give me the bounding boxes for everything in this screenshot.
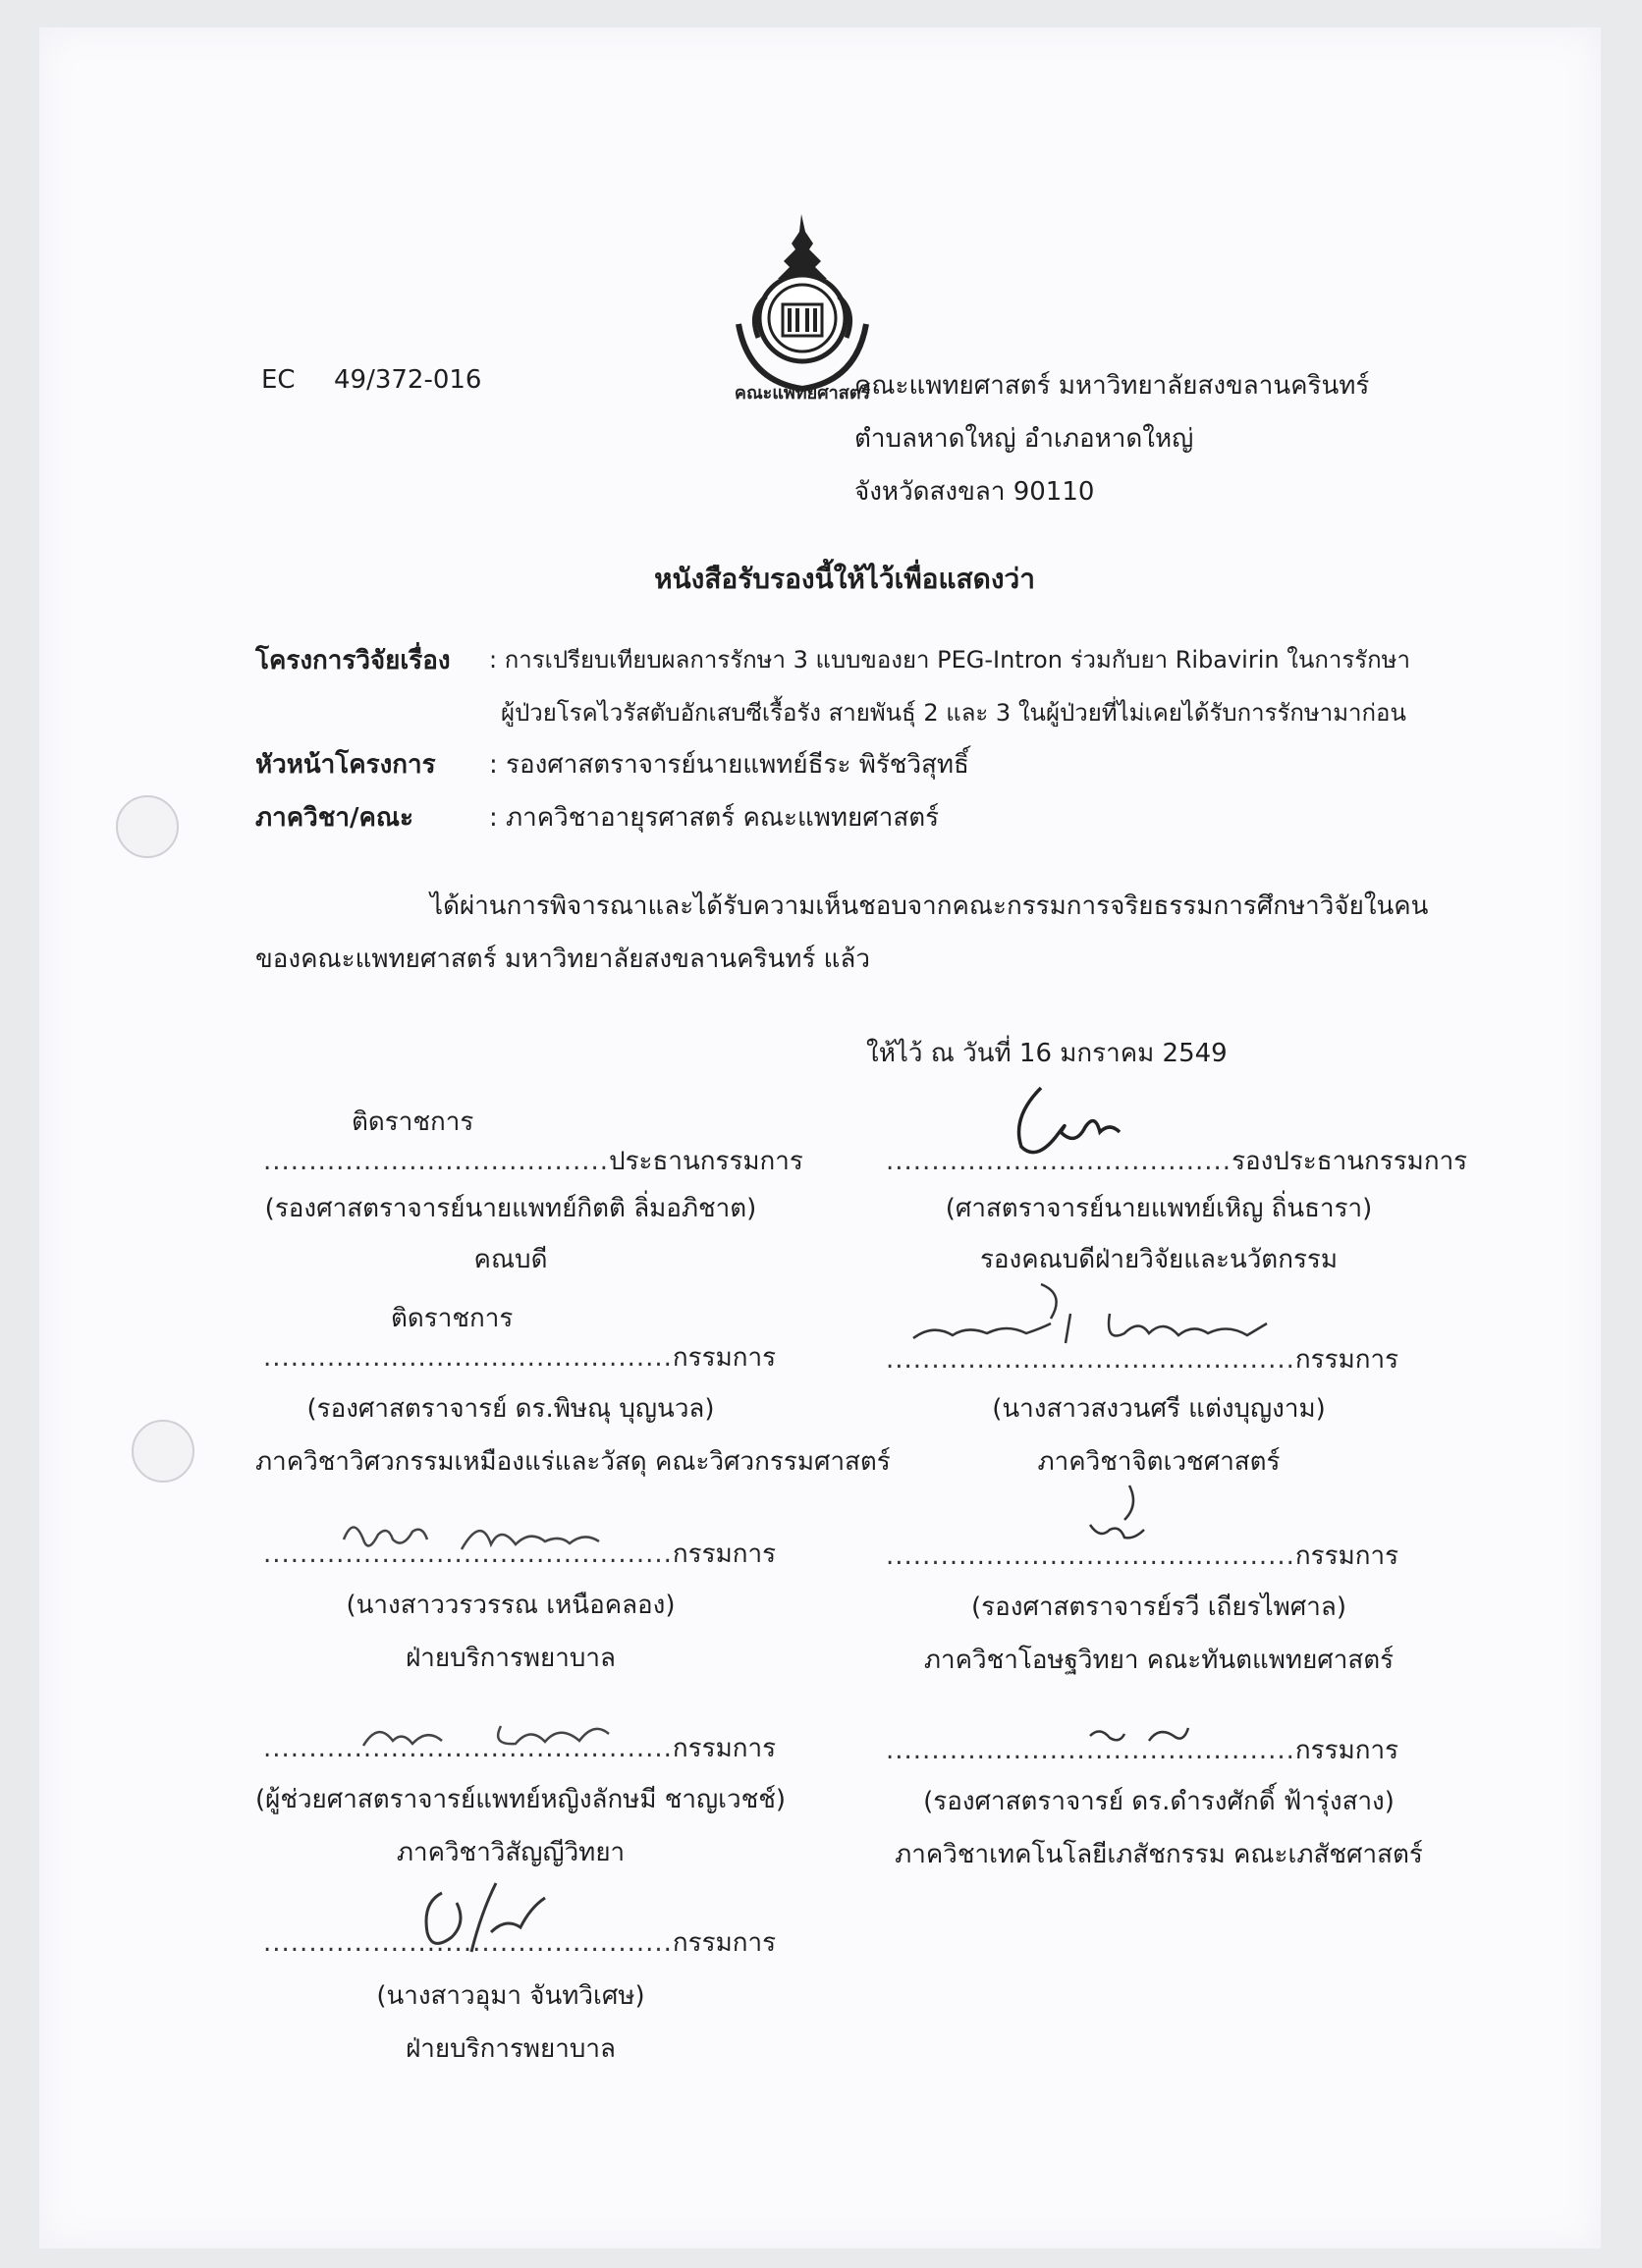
signature-dots: ............................................. — [263, 1734, 673, 1763]
signatory-name: (ผู้ช่วยศาสตราจารย์แพทย์หญิงลักษมี ชาญเวชช์) — [254, 1785, 787, 1814]
signatory-role: ประธานกรรมการ — [609, 1147, 803, 1176]
signatory-role: กรรมการ — [672, 1734, 777, 1763]
project-value-line-2: ผู้ป่วยโรคไวรัสตับอักเสบซีเรื้อรัง สายพันธุ์ 2 และ 3 ในผู้ป่วยที่ไม่เคยได้รับการรักษามาก่อน — [501, 699, 1406, 727]
project-head-label: หัวหน้าโครงการ — [255, 750, 436, 780]
signature-line — [886, 1147, 1467, 1177]
approval-line-1: ได้ผ่านการพิจารณาและได้รับความเห็นชอบจากคณะกรรมการจริยธรรมการศึกษาวิจัยในคน — [430, 891, 1429, 921]
signatory-name: (นางสาววรวรรณ เหนือคลอง) — [346, 1591, 676, 1620]
signatory-position: ฝ่ายบริการพยาบาล — [406, 2034, 616, 2064]
certificate-title: หนังสือรับรองนี้ให้ไว้เพื่อแสดงว่า — [654, 563, 1035, 595]
signatory-name: (รองศาสตราจารย์ ดร.พิษณุ บุญนวล) — [306, 1394, 715, 1424]
signature-line — [886, 1345, 1398, 1376]
signature-dots: ............................................. — [886, 1345, 1295, 1375]
away-note: ติดราชการ — [391, 1304, 514, 1333]
address-line-1: คณะแพทยศาสตร์ มหาวิทยาลัยสงขลานครินทร์ — [854, 371, 1370, 401]
ref-number: 49/372-016 — [334, 365, 482, 395]
signatory-position: ภาควิชาวิสัญญีวิทยา — [396, 1838, 626, 1867]
address-line-2: ตำบลหาดใหญ่ อำเภอหาดใหญ่ — [854, 424, 1194, 454]
signature-dots: ...................................... — [263, 1147, 610, 1176]
signatory-position: ภาควิชาโอษฐวิทยา คณะทันตแพทยศาสตร์ — [923, 1646, 1395, 1675]
document-page — [39, 27, 1601, 2248]
signatory-role: รองประธานกรรมการ — [1232, 1147, 1468, 1176]
signatory-position: รองคณบดีฝ่ายวิจัยและนวัตกรรม — [979, 1245, 1339, 1274]
signatory-role: กรรมการ — [1294, 1736, 1399, 1765]
signature-line — [886, 1736, 1398, 1766]
department-label: ภาควิชา/คณะ — [255, 803, 413, 833]
address-line-3: จังหวัดสงขลา 90110 — [854, 477, 1095, 507]
signature-dots: ...................................... — [886, 1147, 1232, 1176]
away-note: ติดราชการ — [352, 1107, 474, 1137]
punch-hole-bottom — [132, 1420, 194, 1483]
signatory-name: (นางสาวอุมา จันทวิเศษ) — [376, 1981, 645, 2011]
signatory-position: ฝ่ายบริการพยาบาล — [406, 1644, 616, 1673]
signature-line — [263, 1147, 803, 1177]
signature-dots: ............................................. — [886, 1541, 1295, 1571]
signature-line — [263, 1343, 776, 1374]
signatory-name: (นางสาวสงวนศรี แต่งบุญงาม) — [992, 1394, 1326, 1424]
issue-date: ให้ไว้ ณ วันที่ 16 มกราคม 2549 — [866, 1039, 1228, 1068]
signature-dots: ............................................. — [263, 1928, 673, 1958]
project-label: โครงการวิจัยเรื่อง — [255, 646, 451, 675]
signatory-name: (รองศาสตราจารย์นายแพทย์กิตติ ลิ่มอภิชาต) — [264, 1194, 757, 1223]
seal-text: คณะแพทยศาสตร์ — [734, 383, 871, 404]
signatory-name: (รองศาสตราจารย์รวี เถียรไพศาล) — [971, 1593, 1346, 1622]
project-value-line-1: : การเปรียบเทียบผลการรักษา 3 แบบของยา PEG-Intron ร่วมกับยา Ribavirin ในการรักษา — [489, 646, 1410, 674]
punch-hole-top — [116, 795, 179, 858]
signature-dots: ............................................. — [263, 1539, 673, 1569]
signatory-position: ภาควิชาจิตเวชศาสตร์ — [1037, 1447, 1281, 1477]
approval-line-2: ของคณะแพทยศาสตร์ มหาวิทยาลัยสงขลานครินทร์ แล้ว — [255, 945, 870, 974]
signatory-position: ภาควิชาวิศวกรรมเหมืองแร่และวัสดุ คณะวิศวกรรมศาสตร์ — [255, 1447, 891, 1477]
signature-line — [263, 1734, 776, 1764]
signature-line — [886, 1541, 1398, 1572]
ref-prefix: EC — [261, 365, 296, 395]
signatory-role: กรรมการ — [672, 1343, 777, 1373]
signatory-role: กรรมการ — [1294, 1541, 1399, 1571]
signatory-role: กรรมการ — [672, 1539, 777, 1569]
signature-line — [263, 1928, 776, 1959]
signatory-name: (ศาสตราจารย์นายแพทย์เหิญ ถิ่นธารา) — [945, 1194, 1373, 1223]
signatory-role: กรรมการ — [672, 1928, 777, 1958]
signatory-name: (รองศาสตราจารย์ ดร.ดำรงศักดิ์ ฟ้ารุ่งสาง) — [923, 1787, 1395, 1816]
signature-dots: ............................................. — [886, 1736, 1295, 1765]
signatory-position: ภาควิชาเทคโนโลยีเภสัชกรรม คณะเภสัชศาสตร์ — [895, 1840, 1423, 1869]
signature-dots: ............................................. — [263, 1343, 673, 1373]
department-value: : ภาควิชาอายุรศาสตร์ คณะแพทยศาสตร์ — [489, 803, 940, 833]
signature-line — [263, 1539, 776, 1570]
signatory-position: คณบดี — [473, 1245, 548, 1274]
signatory-role: กรรมการ — [1294, 1345, 1399, 1375]
project-head-value: : รองศาสตราจารย์นายแพทย์ธีระ พิรัชวิสุทธิ์ — [489, 750, 969, 780]
